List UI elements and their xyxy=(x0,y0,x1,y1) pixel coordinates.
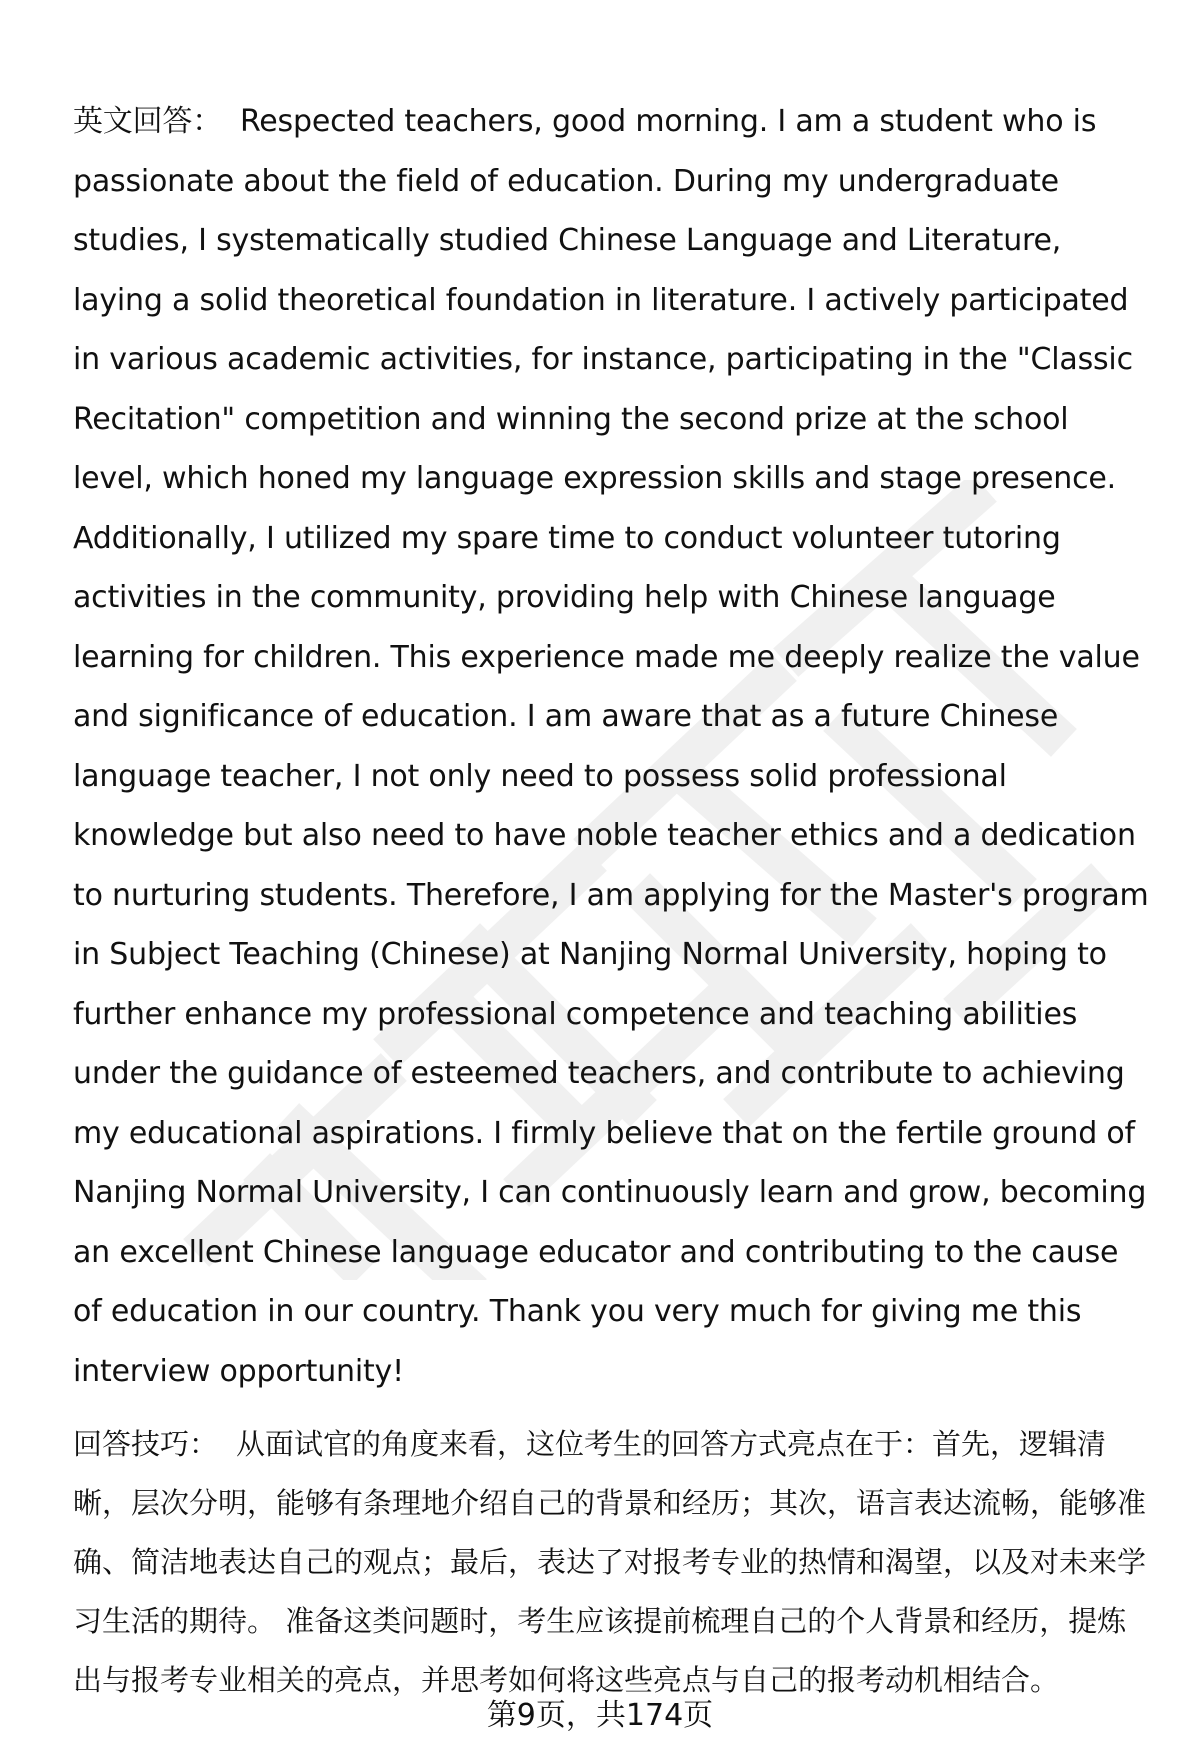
page-number-footer: 第9页，共174页 xyxy=(486,1698,714,1733)
answer-tips-paragraph xyxy=(73,1415,1153,1710)
english-answer-label: 英文回答： xyxy=(73,104,222,139)
answer-tips-text: 从面试官的角度来看，这位考生的回答方式亮点在于：首先，逻辑清晰，层次分明，能够有条理地介绍自己的背景和经历；其次，语言表达流畅，能够准确、简洁地表达自己的观点；最后，表达了对报考专业的热情和渴望，以及对未来学习生活的期待。 准备这类问题时，考生应该提前梳理自己的个人背景和经历，提炼出与报考专业相关的亮点，并思考如何将这些亮点与自己的报考动机相结合。 xyxy=(73,1427,1147,1697)
english-answer-text: Respected teachers, good morning. I am a student who is passionate about the field of education. During my undergraduate studies, I systematically studied Chinese Language and Literature, laying a solid theoretical foundation in literature. I actively participated in various academic activities, for instance, participating in the "Classic Recitation" competition and winning the second prize at the school level, which honed my language expression skills and stage presence. Additionally, I utilized my spare time to conduct volunteer tutoring activities in the community, providing help with Chinese language learning for children. This experience made me deeply realize the value and significance of education. I am aware that as a future Chinese language teacher, I not only need to possess solid professional knowledge but also need to have noble teacher ethics and a dedication to nurturing students. Therefore, I am applying for the Master's program in Subject Teaching (Chinese) at Nanjing Normal University, hoping to further enhance my professional competence and teaching abilities under the guidance of esteemed teachers, and contribute to achieving my educational aspirations. I firmly believe that on the fertile ground of Nanjing Normal University, I can continuously learn and grow, becoming an excellent Chinese language educator and contributing to the cause of education in our country. Thank you very much for giving me this interview opportunity! xyxy=(73,104,1149,1389)
answer-tips-label: 回答技巧： xyxy=(73,1427,219,1461)
main-content xyxy=(73,92,1153,1710)
english-answer-paragraph xyxy=(73,92,1153,1401)
